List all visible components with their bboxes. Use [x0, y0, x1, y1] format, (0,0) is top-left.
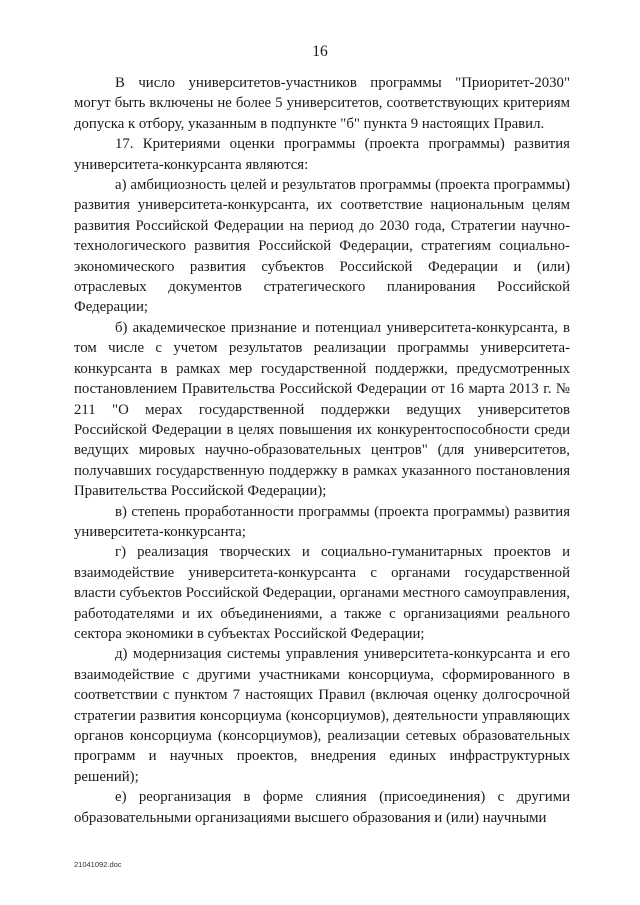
paragraph-criterion-e: е) реорганизация в форме слияния (присоединения) с другими образовательными организациями высшего образования и (или) научными [74, 789, 570, 826]
paragraph-criterion-a: а) амбициозность целей и результатов программы (проекта программы) развития университета-конкурсанта, их соответствие национальным целям развития Российской Федерации на период до 2030 года, Стратегии научно-технологического развития Российской Федерации, стратегиям социально-экономического развития субъектов Российской Федерации и (или) отраслевых документов стратегического планирования Российской Федерации; [74, 177, 570, 316]
paragraph-criterion-v: в) степень проработанности программы (проекта программы) развития университета-конкурсанта; [74, 503, 570, 540]
document-body [74, 73, 570, 828]
page-number: 16 [312, 43, 328, 60]
paragraph-universities-limit: В число университетов-участников программы "Приоритет-2030" могут быть включены не более 5 университетов, соответствующих критериям допуска к отбору, указанным в подпункте "б" пункта 9 настоящих Правил. [74, 75, 570, 132]
paragraph-criterion-g: г) реализация творческих и социально-гуманитарных проектов и взаимодействие университета-конкурсанта с органами государственной власти субъектов Российской Федерации, органами местного самоуправления, работодателями и их объединениями, а также с организациями реального сектора экономики в субъектах Российской Федерации; [74, 544, 570, 642]
paragraph-criterion-b: б) академическое признание и потенциал университета-конкурсанта, в том числе с учетом результатов реализации программы университета-конкурсанта в рамках мер государственной поддержки, предусмотренных постановлением Правительства Российской Федерации от 16 марта 2013 г. № 211 "О мерах государственной поддержки ведущих университетов Российской Федерации в целях повышения их конкурентоспособности среди ведущих мировых научно-образовательных центров" (для университетов, получавших государственную поддержку в рамках указанного постановления Правительства Российской Федерации); [74, 319, 570, 500]
paragraph-criterion-d: д) модернизация системы управления университета-конкурсанта и его взаимодействие с другими участниками консорциума, сформированного в соответствии с пунктом 7 настоящих Правил (включая оценку долгосрочной стратегии развития консорциума (консорциумов), деятельности управляющих органов консорциума (консорциумов), реализации сетевых образовательных программ и научных проектов, внедрения единых инфраструктурных решений); [74, 646, 570, 785]
document-filename: 21041092.doc [74, 860, 122, 869]
paragraph-criteria-intro: 17. Критериями оценки программы (проекта программы) развития университета-конкурсанта являются: [74, 136, 570, 173]
